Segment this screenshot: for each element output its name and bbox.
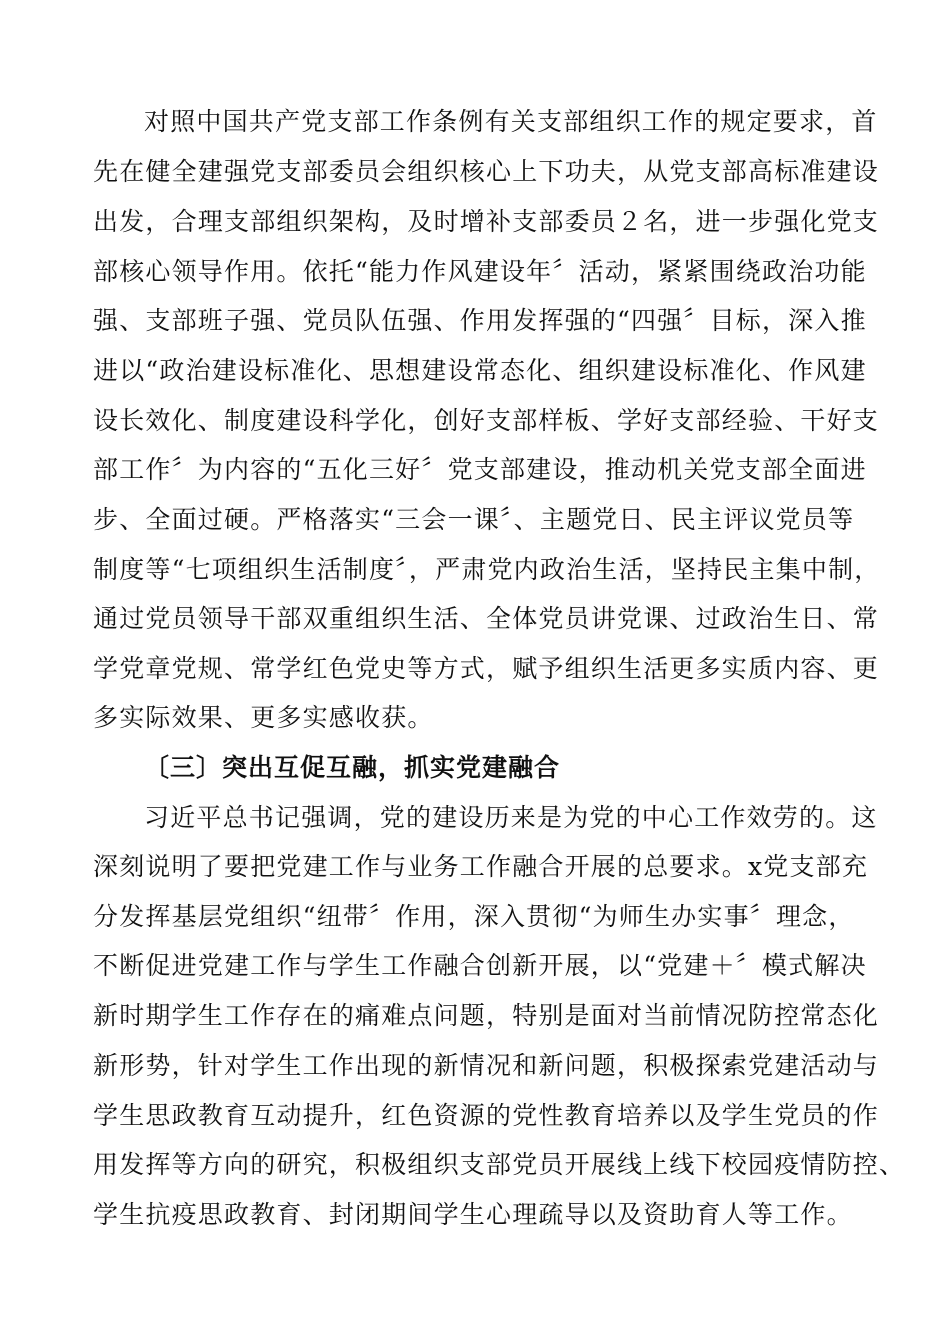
paragraph-1-line-2: 先在健全建强党支部委员会组织核心上下功夫，从党支部高标准建设 <box>93 157 880 186</box>
paragraph-1-line-11: 通过党员领导干部双重组织生活、全体党员讲党课、过政治生日、常 <box>93 604 880 633</box>
paragraph-1-line-5: 强、支部班子强、党员队伍强、作用发挥强的“四强〞目标，深入推 <box>93 306 867 335</box>
paragraph-1-line-12: 学党章党规、常学红色党史等方式，赋予组织生活更多实质内容、更 <box>93 654 880 683</box>
paragraph-1-line-1: 对照中国共产党支部工作条例有关支部组织工作的规定要求，首 <box>144 107 878 136</box>
paragraph-1-line-9: 步、全面过硬。严格落实“三会一课〞、主题党日、民主评议党员等 <box>93 505 855 534</box>
paragraph-2-line-6: 新形势，针对学生工作出现的新情况和新问题，积极探索党建活动与 <box>93 1051 880 1080</box>
paragraph-2-line-3: 分发挥基层党组织“纽带〞作用，深入贯彻“为师生办实事〞理念， <box>93 902 855 931</box>
paragraph-1-line-13: 多实际效果、更多实感收获。 <box>93 703 434 732</box>
paragraph-1-line-7: 设长效化、制度建设科学化，创好支部样板、学好支部经验、干好支 <box>93 406 880 435</box>
paragraph-2-line-4: 不断促进党建工作与学生工作融合创新开展，以“党建＋〞模式解决 <box>93 951 867 980</box>
paragraph-2-line-8: 用发挥等方向的研究，积极组织支部党员开展线上线下校园疫情防控、 <box>93 1150 906 1179</box>
paragraph-2-line-9: 学生抗疫思政教育、封闭期间学生心理疏导以及资助育人等工作。 <box>93 1200 853 1229</box>
paragraph-2-line-1: 习近平总书记强调，党的建设历来是为党的中心工作效劳的。这 <box>144 803 878 832</box>
section-heading: 〔三〕突出互促互融，抓实党建融合 <box>144 753 561 782</box>
paragraph-2-line-7: 学生思政教育互动提升，红色资源的党性教育培养以及学生党员的作 <box>93 1101 880 1130</box>
paragraph-1-line-8: 部工作〞为内容的“五化三好〞党支部建设，推动机关党支部全面进 <box>93 455 867 484</box>
paragraph-1-line-3: 出发，合理支部组织架构，及时增补支部委员２名，进一步强化党支 <box>93 207 880 236</box>
paragraph-1-line-10: 制度等“七项组织生活制度〞，严肃党内政治生活，坚持民主集中制， <box>93 555 881 584</box>
paragraph-1-line-4: 部核心领导作用。依托“能力作风建设年〞活动，紧紧围绕政治功能 <box>93 257 867 286</box>
paragraph-1-line-6: 进以“政治建设标准化、思想建设常态化、组织建设标准化、作风建 <box>93 356 867 385</box>
paragraph-2-line-5: 新时期学生工作存在的痛难点问题，特别是面对当前情况防控常态化 <box>93 1001 880 1030</box>
paragraph-2-line-2: 深刻说明了要把党建工作与业务工作融合开展的总要求。x党支部充 <box>93 852 869 881</box>
